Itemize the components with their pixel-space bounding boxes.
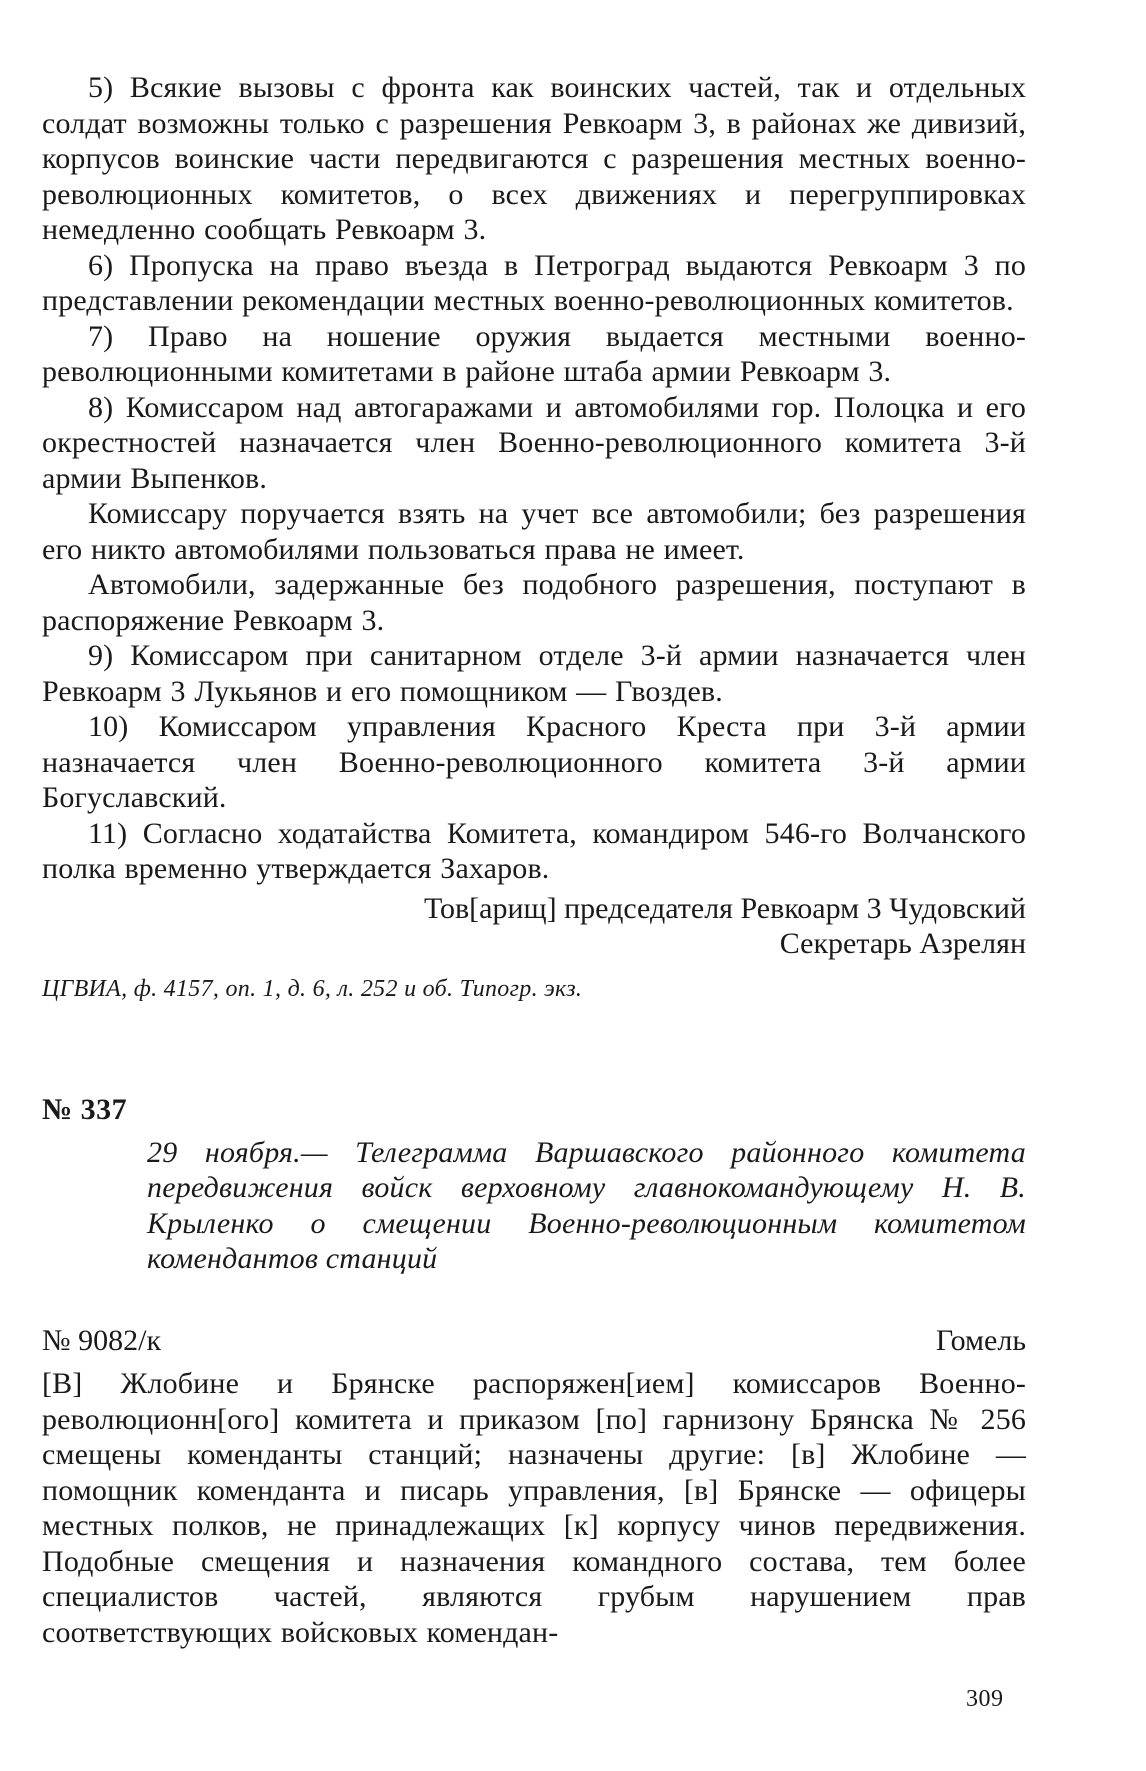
signature-secretary: Секретарь Азрелян (779, 927, 1026, 960)
paragraph-item-6: 6) Пропуска на право въезда в Петроград выдаются Ревкоарм 3 по представлении рекомендации местных военно-революционных комитетов. (42, 248, 1026, 317)
document-title: 29 ноября.— Телеграмма Варшавского районного комитета передвижения войск верховному главнокомандующему Н. В. Крыленко о смещении Военно-революционным комитетом комендантов станций (147, 1135, 1026, 1275)
archive-reference: ЦГВИА, ф. 4157, оп. 1, д. 6, л. 252 и об. Типогр. экз. (42, 975, 583, 1002)
paragraph-detained-cars: Автомобили, задержанные без подобного разрешения, поступают в распоряжение Ревкоарм 3. (42, 568, 1026, 637)
paragraph-commissar-duty: Комиссару поручается взять на учет все автомобили; без разрешения его никто автомобилями пользоваться права не имеет. (42, 497, 1026, 566)
document-meta (42, 1323, 1026, 1359)
signature-deputy-chairman: Тов[арищ] председателя Ревкоарм 3 Чудовский (423, 891, 1026, 925)
telegram-body-text: [В] Жлобине и Брянске распоряжен[ием] комиссаров Военно-революционн[ого] комитета и приказом [по] гарнизону Брянска № 256 смещены коменданты станций; назначены другие: [в] Жлобине — помощник коменданта и писарь управления, [в] Брянске — офицеры местных полков, не принадлежащих [к] корпусу чинов передвижения. Подобные смещения и назначения командного состава, тем более специалистов частей, являются грубым нарушением прав соответствующих войсковых комендан- (42, 1367, 1026, 1649)
telegram-ref-number: № 9082/к (42, 1323, 162, 1357)
paragraph-item-11: 11) Согласно ходатайства Комитета, командиром 546-го Волчанского полка временно утверждается Захаров. (42, 816, 1026, 885)
paragraph-item-5: 5) Всякие вызовы с фронта как воинских частей, так и отдельных солдат возможны только с разрешения Ревкоарм 3, в районах же дивизий, корпусов воинские части передвигаются с разрешения местных военно-революционных комитетов, о всех движениях и перегруппировках немедленно сообщать Ревкоарм 3. (42, 71, 1026, 246)
paragraph-item-9: 9) Комиссаром при санитарном отделе 3-й армии назначается член Ревкоарм 3 Лукьянов и его помощником — Гвоздев. (42, 639, 1026, 708)
telegram-place: Гомель (935, 1323, 1026, 1357)
paragraph-item-7: 7) Право на ношение оружия выдается местными военно-революционными комитетами в районе штаба армии Ревкоарм 3. (42, 319, 1026, 388)
paragraph-item-8: 8) Комиссаром над автогаражами и автомобилями гор. Полоцка и его окрестностей назначается член Военно-революционного комитета 3-й армии Выпенков. (42, 390, 1026, 495)
document-number: № 337 (42, 1092, 128, 1126)
page-number: 309 (966, 1686, 1004, 1712)
document-body (42, 1366, 1026, 1650)
page-content (42, 70, 1026, 1650)
paragraph-item-10: 10) Комиссаром управления Красного Креста при 3-й армии назначается член Военно-революционного комитета 3-й армии Богуславский. (42, 710, 1026, 814)
